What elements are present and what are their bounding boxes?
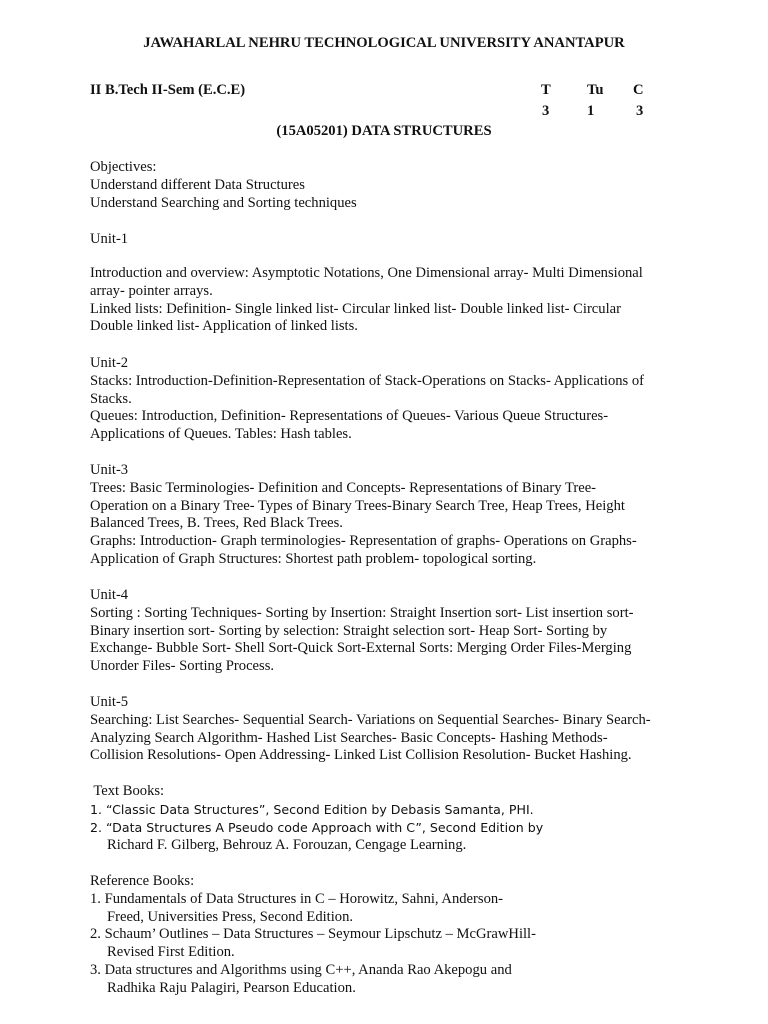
university-title: JAWAHARLAL NEHRU TECHNOLOGICAL UNIVERSITY ANANTAPUR bbox=[143, 35, 625, 51]
unit1-section bbox=[90, 265, 690, 336]
unit1-line: Linked lists: Definition- Single linked list- Circular linked list- Double linked list- Circular bbox=[90, 300, 621, 317]
unit1-line: Double linked list- Application of linked lists. bbox=[90, 318, 358, 335]
objective-item: Understand Searching and Sorting techniques bbox=[90, 194, 357, 211]
unit2-line: Applications of Queues. Tables: Hash tables. bbox=[90, 426, 352, 443]
credit-header-c: C bbox=[633, 82, 644, 98]
unit5-line: Analyzing Search Algorithm- Hashed List Searches- Basic Concepts- Hashing Methods- bbox=[90, 729, 608, 746]
unit1-heading: Unit-1 bbox=[90, 231, 129, 247]
unit3-heading: Unit-3 bbox=[90, 462, 129, 478]
reference-book-item-continued: Revised First Edition. bbox=[107, 944, 235, 961]
reference-book-item: 2. Schaum’ Outlines – Data Structures – Seymour Lipschutz – McGrawHill- bbox=[90, 926, 536, 943]
unit3-line: Graphs: Introduction- Graph terminologies- Representation of graphs- Operations on Graphs- bbox=[90, 533, 637, 550]
unit4-heading: Unit-4 bbox=[90, 587, 129, 603]
objectives-heading: Objectives: bbox=[90, 159, 157, 175]
reference-book-item-continued: Radhika Raju Palagiri, Pearson Education. bbox=[107, 979, 356, 996]
unit4-line: Sorting : Sorting Techniques- Sorting by Insertion: Straight Insertion sort- List insertion sort- bbox=[90, 604, 634, 621]
credit-value-c: 3 bbox=[636, 103, 644, 119]
unit5-line: Searching: List Searches- Sequential Search- Variations on Sequential Searches- Binary Search- bbox=[90, 711, 651, 728]
reference-book-item: 3. Data structures and Algorithms using C++, Ananda Rao Akepogu and bbox=[90, 961, 512, 978]
unit1-line: array- pointer arrays. bbox=[90, 282, 213, 299]
reference-books-list bbox=[90, 873, 690, 998]
text-books-list bbox=[90, 801, 690, 854]
unit3-line: Operation on a Binary Tree- Types of Binary Trees-Binary Search Tree, Heap Trees, Height bbox=[90, 497, 625, 514]
text-book-item: 1. “Classic Data Structures”, Second Edition by Debasis Samanta, PHI. bbox=[90, 802, 534, 817]
unit4-line: Unorder Files- Sorting Process. bbox=[90, 658, 275, 675]
unit5-line: Collision Resolutions- Open Addressing- Linked List Collision Resolution- Bucket Hashing. bbox=[90, 747, 632, 764]
credit-header-t: T bbox=[541, 82, 551, 98]
unit4-line: Exchange- Bubble Sort- Shell Sort-Quick Sort-External Sorts: Merging Order Files-Merging bbox=[90, 640, 632, 657]
reference-books-heading: Reference Books: bbox=[90, 873, 195, 889]
unit3-line: Trees: Basic Terminologies- Definition and Concepts- Representations of Binary Tree- bbox=[90, 479, 597, 496]
unit5-section bbox=[90, 694, 690, 765]
objectives-section bbox=[90, 159, 690, 212]
unit2-section bbox=[90, 355, 690, 444]
reference-book-item-continued: Freed, Universities Press, Second Edition. bbox=[107, 908, 354, 925]
unit5-heading: Unit-5 bbox=[90, 694, 129, 710]
unit1-line: Introduction and overview: Asymptotic Notations, One Dimensional array- Multi Dimensional bbox=[90, 265, 643, 281]
unit3-line: Application of Graph Structures: Shortest path problem- topological sorting. bbox=[90, 550, 537, 567]
unit2-line: Stacks: Introduction-Definition-Representation of Stack-Operations on Stacks- Applications of bbox=[90, 372, 645, 389]
credit-header-tu: Tu bbox=[587, 82, 604, 98]
objective-item: Understand different Data Structures bbox=[90, 176, 305, 193]
unit4-section bbox=[90, 587, 690, 676]
credit-value-t: 3 bbox=[542, 103, 550, 119]
credit-value-tu: 1 bbox=[587, 103, 595, 119]
program-label: II B.Tech II-Sem (E.C.E) bbox=[90, 82, 246, 98]
unit3-line: Balanced Trees, B. Trees, Red Black Trees. bbox=[90, 515, 343, 532]
text-book-item-continued: Richard F. Gilberg, Behrouz A. Forouzan, Cengage Learning. bbox=[107, 836, 467, 853]
text-books-heading: Text Books: bbox=[90, 783, 165, 799]
course-title: (15A05201) DATA STRUCTURES bbox=[276, 123, 492, 139]
unit4-line: Binary insertion sort- Sorting by selection: Straight selection sort- Heap Sort- Sorting by bbox=[90, 622, 608, 639]
unit2-line: Queues: Introduction, Definition- Representations of Queues- Various Queue Structures- bbox=[90, 408, 609, 425]
unit3-section bbox=[90, 462, 690, 569]
text-book-item: 2. “Data Structures A Pseudo code Approach with C”, Second Edition by bbox=[90, 819, 544, 835]
reference-book-item: 1. Fundamentals of Data Structures in C – Horowitz, Sahni, Anderson- bbox=[90, 890, 504, 907]
unit2-heading: Unit-2 bbox=[90, 355, 129, 371]
unit2-line: Stacks. bbox=[90, 390, 132, 407]
